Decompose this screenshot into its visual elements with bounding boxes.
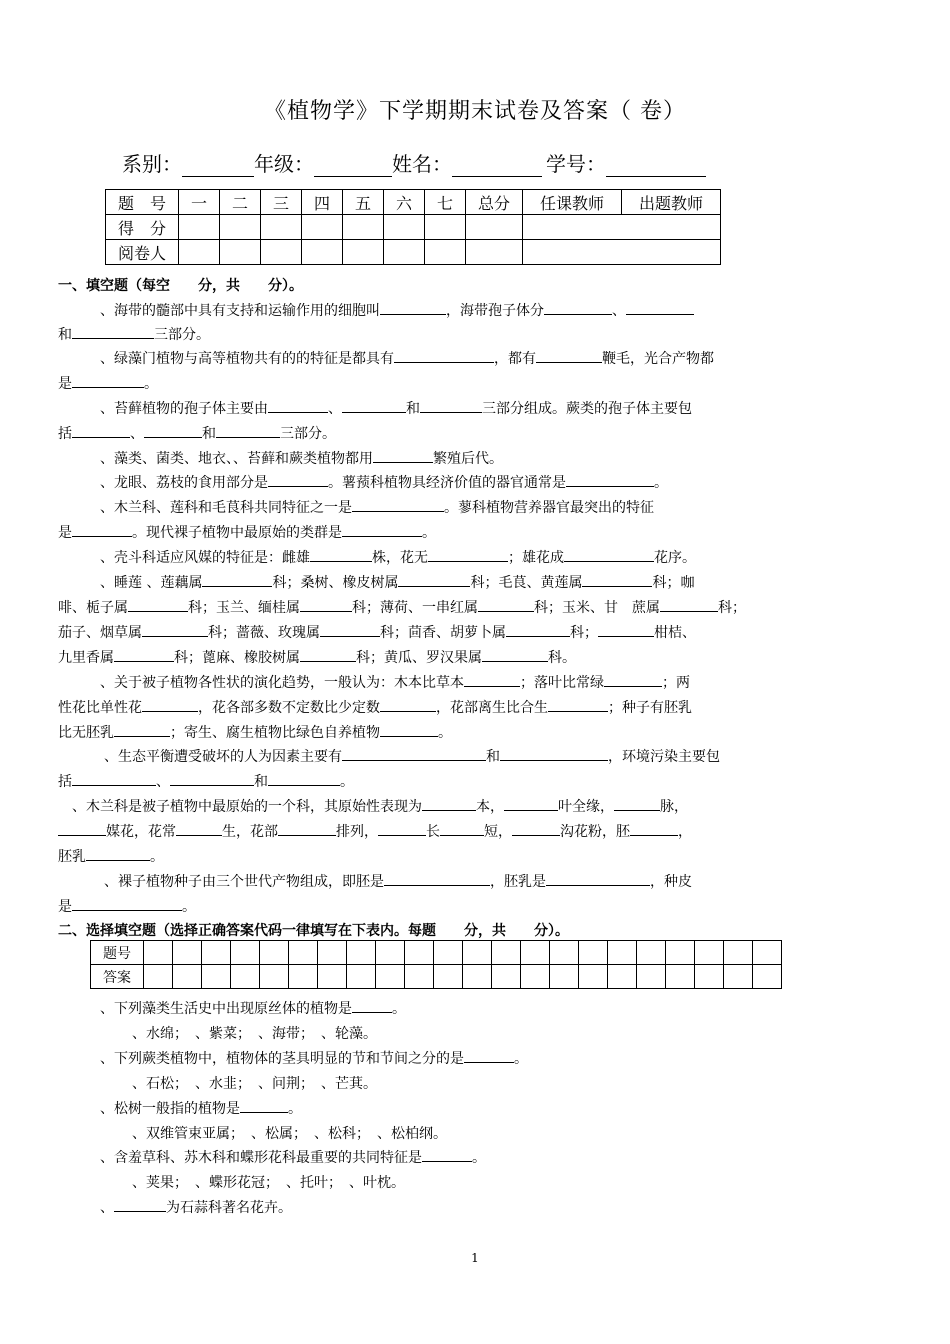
question-text: 排列，	[336, 824, 378, 840]
answer-blank[interactable]	[268, 472, 328, 487]
question-6-line-1	[58, 497, 840, 517]
question-text: ；雄花成	[508, 550, 564, 566]
score-header-cell: 三	[261, 190, 302, 215]
answer-number-cell	[260, 941, 289, 965]
answer-blank[interactable]	[144, 423, 202, 438]
answer-table-number-row	[91, 941, 782, 965]
question-text: 是	[58, 899, 72, 915]
question-text: ，种皮	[650, 874, 692, 890]
score-cell[interactable]	[466, 215, 523, 240]
question-text: 、睡莲 、莲藕属	[100, 575, 203, 591]
score-header-cell: 一	[179, 190, 220, 215]
question-text: 三部分。	[280, 426, 336, 442]
grader-cell[interactable]	[523, 240, 721, 265]
answer-blank[interactable]	[420, 398, 482, 413]
question-text: 科；蓖麻、橡胶树属	[174, 650, 300, 666]
question-text: 三部分组成。蕨类的孢子体主要包	[482, 401, 692, 417]
answer-blank[interactable]	[352, 497, 444, 512]
score-header-cell: 四	[302, 190, 343, 215]
answer-number-cell	[637, 941, 666, 965]
question-text: 繁殖后代。	[433, 451, 503, 467]
question-text: 和	[406, 401, 420, 417]
question-8-line-2	[58, 597, 798, 617]
question-text: 括	[58, 426, 72, 442]
answer-blank[interactable]	[378, 821, 426, 836]
question-text: 、木兰科是被子植物中最原始的一个科，其原始性表现为	[72, 799, 422, 815]
question-text: 科；毛茛、黄莲属	[470, 575, 583, 591]
score-header-cell: 七	[425, 190, 466, 215]
question-7	[58, 547, 840, 567]
score-cell[interactable]	[343, 215, 384, 240]
mc-options-2: 、石松； 、水韭； 、问荆； 、芒萁。	[132, 1076, 377, 1092]
grader-cell[interactable]	[384, 240, 425, 265]
question-text: 和	[254, 774, 268, 790]
grader-cell[interactable]	[343, 240, 384, 265]
answer-blank[interactable]	[268, 398, 328, 413]
answer-blank[interactable]	[422, 796, 476, 811]
question-text: 科；	[570, 625, 598, 641]
answer-blank[interactable]	[72, 896, 182, 911]
answer-blank[interactable]	[564, 547, 654, 562]
answer-blank[interactable]	[300, 597, 352, 612]
score-row-label: 得 分	[106, 215, 179, 240]
question-3-line-2	[58, 423, 798, 443]
question-text: 和	[486, 749, 500, 765]
question-text: ，都有	[494, 351, 536, 367]
answer-blank[interactable]	[544, 300, 612, 315]
question-12-line-2	[58, 896, 798, 916]
score-header-cell: 总分	[466, 190, 523, 215]
answer-blank[interactable]	[320, 622, 380, 637]
answer-number-cell	[405, 941, 434, 965]
question-text: 脉，	[660, 799, 688, 815]
mc-options-3: 、双维管束亚属； 、松属； 、松科； 、松柏纲。	[132, 1126, 447, 1142]
question-text: 性花比单性花	[58, 700, 142, 716]
answer-cell[interactable]	[231, 965, 260, 989]
question-text: 科；咖	[652, 575, 695, 591]
answer-cell[interactable]	[695, 965, 724, 989]
question-text: 是	[58, 525, 72, 541]
score-table	[105, 189, 721, 265]
question-text: ，花各部多数不定数比少定数	[198, 700, 380, 716]
answer-blank[interactable]	[72, 771, 156, 786]
question-text: 本，	[476, 799, 504, 815]
question-text: 、裸子植物种子由三个世代产物组成，即胚是	[104, 874, 384, 890]
answer-blank[interactable]	[582, 572, 652, 587]
question-text: 科；玉兰、缅桂属	[188, 600, 300, 616]
answer-blank[interactable]	[114, 722, 170, 737]
answer-blank[interactable]	[278, 821, 336, 836]
score-table-header-row	[106, 190, 721, 215]
sid-blank[interactable]	[606, 154, 706, 177]
question-8-line-4	[58, 647, 798, 667]
question-text: 科；黄瓜、罗汉果属	[356, 650, 482, 666]
question-text: ；落叶比常绿	[520, 675, 604, 691]
question-text: 、龙眼、荔枝的食用部分是	[100, 475, 268, 491]
answer-number-cell	[173, 941, 202, 965]
question-text: 叶全缘，	[558, 799, 614, 815]
question-text: 。	[472, 1150, 486, 1166]
question-text: 、关于被子植物各性状的演化趋势，一般认为：木本比草本	[100, 675, 464, 691]
answer-blank[interactable]	[72, 324, 154, 339]
answer-blank[interactable]	[394, 348, 494, 363]
grader-cell[interactable]	[179, 240, 220, 265]
mc-question-3	[58, 1098, 840, 1118]
answer-blank[interactable]	[464, 672, 520, 687]
answer-cell[interactable]	[666, 965, 695, 989]
question-text: 短，	[484, 824, 512, 840]
question-text: 。	[438, 725, 452, 741]
question-text: 、下列藻类生活史中出现原丝体的植物是	[100, 1001, 352, 1017]
question-text: 。	[422, 525, 436, 541]
grade-blank[interactable]	[314, 154, 392, 177]
question-5	[58, 472, 840, 492]
question-6-line-2	[58, 522, 798, 542]
sid-label: 学号：	[546, 152, 606, 176]
dept-label: 系别：	[122, 152, 182, 176]
answer-cell[interactable]	[724, 965, 753, 989]
score-header-cell: 题 号	[106, 190, 179, 215]
question-text: 。	[144, 376, 158, 392]
question-text: ，海带孢子体分	[446, 303, 544, 319]
question-text: 长	[426, 824, 440, 840]
student-info-line	[122, 148, 706, 177]
answer-blank[interactable]	[422, 1147, 472, 1162]
answer-number-cell	[695, 941, 724, 965]
grader-cell[interactable]	[302, 240, 343, 265]
answer-blank[interactable]	[142, 622, 208, 637]
answer-table-row-label: 答案	[91, 965, 144, 989]
question-text: 、	[156, 774, 170, 790]
answer-blank[interactable]	[614, 796, 660, 811]
section-2-heading: 二、选择填空题（选择正确答案代码一律填写在下表内。每题 分，共 分）。	[58, 923, 569, 939]
answer-blank[interactable]	[114, 1197, 166, 1212]
answer-blank[interactable]	[114, 647, 174, 662]
question-text: 是	[58, 376, 72, 392]
question-text: 。	[288, 1101, 302, 1117]
answer-blank[interactable]	[216, 423, 280, 438]
answer-blank[interactable]	[546, 871, 650, 886]
question-text: 媒花，花常	[106, 824, 176, 840]
question-text: 、木兰科、莲科和毛茛科共同特征之一是	[100, 500, 352, 516]
question-9-line-1	[58, 672, 840, 692]
answer-number-cell	[231, 941, 260, 965]
question-text: 。	[182, 899, 196, 915]
question-text: 科。	[548, 650, 576, 666]
answer-cell[interactable]	[289, 965, 318, 989]
question-1-line-1	[58, 300, 840, 320]
question-text: ，环境污染主要包	[608, 749, 720, 765]
answer-cell[interactable]	[608, 965, 637, 989]
mc-options-1: 、水绵； 、紫菜； 、海带； 、轮藻。	[132, 1026, 377, 1042]
section-1-heading: 一、填空题（每空 分，共 分）。	[58, 278, 303, 294]
answer-blank[interactable]	[428, 547, 508, 562]
question-text: 、绿藻门植物与高等植物共有的的特征是都具有	[100, 351, 394, 367]
answer-blank[interactable]	[440, 821, 484, 836]
answer-blank[interactable]	[202, 572, 272, 587]
question-12-line-1	[58, 871, 844, 891]
question-text: 、生态平衡遭受破坏的人为因素主要有	[104, 749, 342, 765]
question-text: 花序。	[654, 550, 696, 566]
page-number: 1	[471, 1251, 479, 1265]
answer-blank[interactable]	[310, 547, 372, 562]
question-text: 、	[612, 303, 626, 319]
question-text: 。	[150, 849, 164, 865]
question-text: 沟花粉，胚	[560, 824, 630, 840]
question-text: ，	[678, 824, 692, 840]
answer-blank[interactable]	[86, 846, 150, 861]
answer-number-cell	[666, 941, 695, 965]
score-header-cell: 二	[220, 190, 261, 215]
question-2-line-2	[58, 373, 798, 393]
answer-number-cell	[492, 941, 521, 965]
answer-blank[interactable]	[342, 746, 486, 761]
answer-blank[interactable]	[352, 998, 392, 1013]
score-header-cell: 五	[343, 190, 384, 215]
answer-number-cell	[724, 941, 753, 965]
answer-cell[interactable]	[492, 965, 521, 989]
answer-blank[interactable]	[384, 871, 490, 886]
question-text: 比无胚乳	[58, 725, 114, 741]
answer-blank[interactable]	[72, 522, 132, 537]
answer-cell[interactable]	[434, 965, 463, 989]
answer-blank[interactable]	[176, 821, 222, 836]
answer-blank[interactable]	[170, 771, 254, 786]
answer-cell[interactable]	[637, 965, 666, 989]
score-cell[interactable]	[523, 215, 721, 240]
question-11-line-1	[58, 796, 812, 816]
answer-table	[90, 940, 782, 989]
answer-blank[interactable]	[548, 697, 608, 712]
mc-question-1	[58, 998, 840, 1018]
name-label: 姓名：	[392, 152, 452, 176]
answer-blank[interactable]	[482, 647, 548, 662]
answer-number-cell	[289, 941, 318, 965]
question-text: ，胚乳是	[490, 874, 546, 890]
question-11-line-3	[58, 846, 798, 866]
question-text: 、壳斗科适应风媒的特征是：雌雄	[100, 550, 310, 566]
answer-blank[interactable]	[598, 622, 654, 637]
question-text: 茄子、烟草属	[58, 625, 142, 641]
question-text: 科；茴香、胡萝卜属	[380, 625, 506, 641]
answer-blank[interactable]	[342, 522, 422, 537]
question-text: 。现代裸子植物中最原始的类群是	[132, 525, 342, 541]
question-text: 。	[654, 475, 668, 491]
answer-cell[interactable]	[376, 965, 405, 989]
question-4	[58, 448, 840, 468]
grader-cell[interactable]	[220, 240, 261, 265]
question-text: 。蓼科植物营养器官最突出的特征	[444, 500, 654, 516]
answer-blank[interactable]	[342, 398, 406, 413]
answer-blank[interactable]	[626, 300, 694, 315]
question-text: 胚乳	[58, 849, 86, 865]
answer-cell[interactable]	[347, 965, 376, 989]
answer-blank[interactable]	[240, 1098, 288, 1113]
answer-blank[interactable]	[380, 722, 438, 737]
question-8-line-1	[58, 572, 840, 592]
question-text: ，花部离生比合生	[436, 700, 548, 716]
answer-blank[interactable]	[142, 697, 198, 712]
question-text: 、含羞草科、苏木科和蝶形花科最重要的共同特征是	[100, 1150, 422, 1166]
answer-blank[interactable]	[566, 472, 654, 487]
answer-blank[interactable]	[398, 572, 470, 587]
question-text: 、藻类、菌类、地衣、、苔藓和蕨类植物都用	[100, 451, 373, 467]
score-cell[interactable]	[179, 215, 220, 240]
question-2-line-1	[58, 348, 840, 368]
dept-blank[interactable]	[182, 154, 254, 177]
answer-number-cell	[521, 941, 550, 965]
answer-table-answer-row	[91, 965, 782, 989]
answer-number-cell	[579, 941, 608, 965]
grader-cell[interactable]	[261, 240, 302, 265]
question-text: 、	[130, 426, 144, 442]
question-text: 和	[58, 327, 72, 343]
mc-question-4	[58, 1147, 840, 1167]
question-text: 九里香属	[58, 650, 114, 666]
answer-blank[interactable]	[512, 821, 560, 836]
answer-cell[interactable]	[579, 965, 608, 989]
grade-label: 年级：	[254, 152, 314, 176]
question-3-line-1	[58, 398, 840, 418]
exam-title: 《植物学》下学期期末试卷及答案（ 卷）	[264, 99, 686, 124]
answer-blank[interactable]	[380, 697, 436, 712]
answer-number-cell	[347, 941, 376, 965]
grader-cell[interactable]	[425, 240, 466, 265]
question-text: 、海带的髓部中具有支持和运输作用的细胞叫	[100, 303, 380, 319]
mc-options-4: 、荚果； 、蝶形花冠； 、托叶； 、叶枕。	[132, 1175, 405, 1191]
question-text: 、苔藓植物的孢子体主要由	[100, 401, 268, 417]
question-text: 、下列蕨类植物中，植物体的茎具明显的节和节间之分的是	[100, 1051, 464, 1067]
question-text: 、	[100, 1200, 114, 1216]
score-header-cell: 任课教师	[523, 190, 622, 215]
question-text: ；寄生、腐生植物比绿色自养植物	[170, 725, 380, 741]
answer-table-row-label: 题号	[91, 941, 144, 965]
answer-number-cell	[608, 941, 637, 965]
question-text: 、	[328, 401, 342, 417]
answer-blank[interactable]	[72, 423, 130, 438]
answer-blank[interactable]	[380, 300, 446, 315]
name-blank[interactable]	[452, 154, 542, 177]
answer-number-cell	[144, 941, 173, 965]
answer-cell[interactable]	[173, 965, 202, 989]
answer-cell[interactable]	[550, 965, 579, 989]
answer-number-cell	[434, 941, 463, 965]
question-11-line-2	[58, 821, 798, 841]
mc-question-2	[58, 1048, 840, 1068]
question-text: ；两	[662, 675, 690, 691]
answer-cell[interactable]	[144, 965, 173, 989]
question-text: 柑桔、	[654, 625, 696, 641]
question-last	[58, 1197, 840, 1217]
answer-blank[interactable]	[630, 821, 678, 836]
score-cell[interactable]	[261, 215, 302, 240]
question-text: 科；桑树、橡皮树属	[272, 575, 399, 591]
question-text: 科；玉米、甘 蔗属	[534, 600, 660, 616]
answer-blank[interactable]	[604, 672, 662, 687]
answer-blank[interactable]	[536, 348, 602, 363]
score-cell[interactable]	[425, 215, 466, 240]
question-9-line-2	[58, 697, 798, 717]
question-text: 。	[392, 1001, 406, 1017]
question-10-line-1	[58, 746, 844, 766]
answer-blank[interactable]	[300, 647, 356, 662]
question-text: 和	[202, 426, 216, 442]
answer-cell[interactable]	[753, 965, 782, 989]
score-cell[interactable]	[302, 215, 343, 240]
answer-blank[interactable]	[660, 597, 718, 612]
answer-blank[interactable]	[500, 746, 608, 761]
answer-blank[interactable]	[58, 821, 106, 836]
answer-blank[interactable]	[478, 597, 534, 612]
question-text: 鞭毛，光合产物都	[602, 351, 714, 367]
answer-number-cell	[318, 941, 347, 965]
score-header-cell: 六	[384, 190, 425, 215]
question-text: 。	[514, 1051, 528, 1067]
answer-blank[interactable]	[72, 373, 144, 388]
answer-blank[interactable]	[268, 771, 340, 786]
question-text: 株，花无	[372, 550, 428, 566]
question-text: 。	[340, 774, 354, 790]
question-text: 啡、栀子属	[58, 600, 128, 616]
question-text: 。薯蓣科植物具经济价值的器官通常是	[328, 475, 566, 491]
question-9-line-3	[58, 722, 798, 742]
question-text: 生，花部	[222, 824, 278, 840]
answer-number-cell	[202, 941, 231, 965]
answer-number-cell	[550, 941, 579, 965]
score-row	[106, 215, 721, 240]
answer-cell[interactable]	[202, 965, 231, 989]
answer-blank[interactable]	[504, 796, 558, 811]
answer-cell[interactable]	[260, 965, 289, 989]
question-text: 为石蒜科著名花卉。	[166, 1200, 292, 1216]
question-text: ；种子有胚乳	[608, 700, 692, 716]
answer-number-cell	[463, 941, 492, 965]
answer-cell[interactable]	[405, 965, 434, 989]
question-1-line-2	[58, 324, 798, 344]
grader-cell[interactable]	[466, 240, 523, 265]
question-8-line-3	[58, 622, 798, 642]
score-cell[interactable]	[384, 215, 425, 240]
question-text: 科；薄荷、一串红属	[352, 600, 478, 616]
grader-row-label: 阅卷人	[106, 240, 179, 265]
question-text: 、松树一般指的植物是	[100, 1101, 240, 1117]
question-text: 括	[58, 774, 72, 790]
question-text: 三部分。	[154, 327, 210, 343]
question-10-line-2	[58, 771, 798, 791]
question-text: 科；	[718, 600, 746, 616]
answer-cell[interactable]	[463, 965, 492, 989]
answer-blank[interactable]	[128, 597, 188, 612]
question-text: 科；蔷薇、玫瑰属	[208, 625, 320, 641]
score-header-cell: 出题教师	[622, 190, 721, 215]
answer-blank[interactable]	[506, 622, 570, 637]
answer-blank[interactable]	[373, 448, 433, 463]
answer-number-cell	[753, 941, 782, 965]
answer-cell[interactable]	[318, 965, 347, 989]
grader-row	[106, 240, 721, 265]
score-cell[interactable]	[220, 215, 261, 240]
answer-number-cell	[376, 941, 405, 965]
answer-cell[interactable]	[521, 965, 550, 989]
answer-blank[interactable]	[464, 1048, 514, 1063]
